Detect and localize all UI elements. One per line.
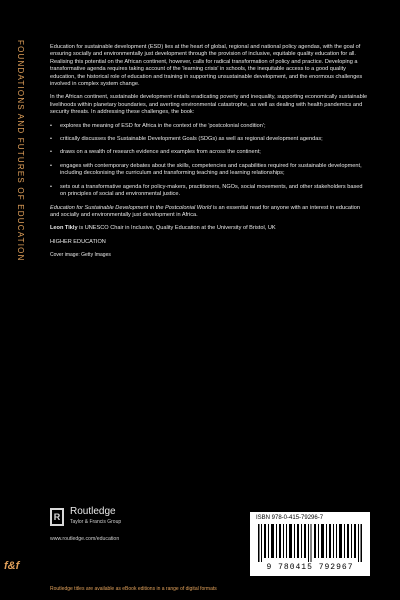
barcode-digits: 9 780415 792967	[266, 563, 354, 572]
list-item: • sets out a transformative agenda for policy-makers, practitioners, NGOs, social movements, and other stakeholders based on principles of social and environmental justice.	[50, 184, 368, 199]
series-title: FOUNDATIONS AND FUTURES OF EDUCATION	[16, 40, 25, 262]
barcode-bars-icon	[258, 524, 362, 562]
context-paragraph: In the African continent, sustainable development entails eradicating poverty and inequality, supporting economically sustainable livelihoods within planetary boundaries, and averting environmental catastrophe, as well as dealing with health pandemics and security threats. In addressing these challenges, the book:	[50, 94, 368, 116]
spine-strip	[0, 0, 36, 600]
book-features-list	[50, 123, 368, 199]
publisher-name: Routledge	[70, 506, 116, 517]
author-affiliation: is UNESCO Chair in Inclusive, Quality Education at the University of Bristol, UK	[77, 225, 276, 232]
list-item: • draws on a wealth of research evidence and examples from across the continent;	[50, 149, 368, 156]
routledge-logo-icon: R	[50, 508, 64, 526]
ebook-notice: Routledge titles are available as eBook editions in a range of digital formats	[50, 586, 217, 592]
publisher-url: www.routledge.com/education	[50, 536, 120, 542]
list-item: • critically discusses the Sustainable Development Goals (SDGs) as well as regional development agendas;	[50, 136, 368, 143]
list-item: • explores the meaning of ESD for Africa in the context of the 'postcolonial condition';	[50, 123, 368, 130]
author-name: Leon Tikly	[50, 225, 78, 232]
publisher-group: Taylor & Francis Group	[70, 519, 122, 525]
isbn-barcode	[250, 512, 370, 576]
isbn-label: ISBN 978-0-415-79296-7	[256, 515, 324, 521]
book-title: Education for Sustainable Development in the Postcolonial World	[50, 204, 212, 211]
intro-paragraph: Education for sustainable development (ESD) lies at the heart of global, regional and national policy agendas, with the goal of ensuring socially and environmentally just development through the provision of inclusive, equitable quality education for all. Realising this potential on the African continent, however, calls for radical transformation of policy and practice. Developing a transformative agenda requires taking account of the 'learning crisis' in schools, the inequitable access to a good quality education, the historical role of education and training in supporting unsustainable development, and the enormous challenges involved in complex system change.	[50, 44, 363, 88]
publisher-block	[50, 506, 210, 546]
list-item: • engages with contemporary debates about the skills, competencies and capabilities required for sustainable development, including decolonising the curriculum and transforming teaching and learning relationships;	[50, 163, 368, 178]
back-cover-text	[50, 44, 368, 266]
summary-text: is an essential read for anyone with an interest in education and socially and environmentally just development in Africa.	[50, 204, 361, 218]
summary-paragraph	[50, 205, 368, 220]
series-logo: f&f	[4, 560, 20, 572]
author-bio	[50, 225, 368, 232]
image-credit: Cover image: Getty Images	[50, 252, 111, 259]
subject-category: HIGHER EDUCATION	[50, 238, 106, 245]
